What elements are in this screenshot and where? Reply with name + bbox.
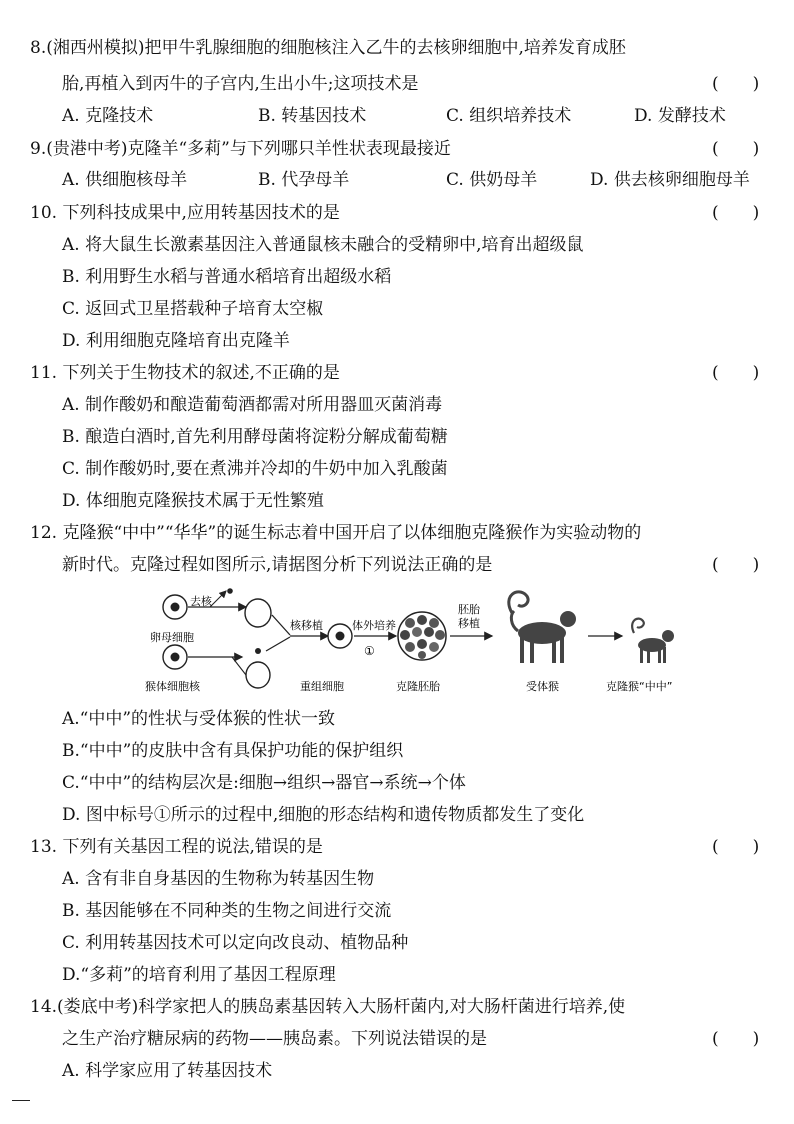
q10-answer-paren[interactable]: ( )	[712, 203, 760, 223]
q10-option-d: D. 利用细胞克隆培育出克隆羊	[62, 331, 290, 351]
q8-option-c: C. 组织培养技术	[446, 106, 572, 126]
embryo-transfer-label-1: 胚胎	[458, 603, 480, 616]
recipient-monkey-icon	[509, 592, 576, 663]
q11-option-b: B. 酿造白酒时,首先利用酵母菌将淀粉分解成葡萄糖	[62, 427, 448, 447]
q13-answer-paren[interactable]: ( )	[712, 837, 760, 857]
merge-line-bottom	[266, 637, 290, 651]
q12-stem-line2: 新时代。克隆过程如图所示,请据图分析下列说法正确的是	[62, 555, 493, 575]
egg-cell-icon	[163, 595, 187, 619]
cloned-embryo-icon	[398, 612, 446, 660]
q8-stem-line2: 胎,再植入到丙牛的子宫内,生出小牛;这项技术是	[62, 74, 419, 94]
egg-cell-label: 卵母细胞	[150, 631, 194, 644]
q9-option-a: A. 供细胞核母羊	[62, 170, 188, 190]
in-vitro-culture-label: 体外培养	[352, 619, 396, 632]
q8-answer-paren[interactable]: ( )	[712, 74, 760, 94]
removed-nucleus-icon	[227, 588, 233, 594]
step-marker-label: ①	[364, 644, 375, 658]
q13-option-c: C. 利用转基因技术可以定向改良动、植物品种	[62, 933, 409, 953]
enucleated-egg-icon	[245, 599, 271, 627]
q12-answer-paren[interactable]: ( )	[712, 555, 760, 575]
reconstructed-cell-label: 重组细胞	[300, 680, 344, 693]
q13-option-b: B. 基因能够在不同种类的生物之间进行交流	[62, 901, 392, 921]
q8-option-b: B. 转基因技术	[258, 106, 367, 126]
q11-stem: 11. 下列关于生物技术的叙述,不正确的是	[30, 363, 340, 383]
q13-option-d: D.“多莉”的培育利用了基因工程原理	[62, 965, 336, 985]
somatic-cell-icon	[163, 645, 187, 669]
merge-line-top	[272, 615, 290, 635]
somatic-nucleus-icon	[255, 648, 261, 654]
cloned-embryo-label: 克隆胚胎	[396, 680, 440, 693]
q9-answer-paren[interactable]: ( )	[712, 139, 760, 159]
nuclear-transfer-label: 核移植	[290, 619, 323, 632]
recipient-monkey-label: 受体猴	[526, 680, 559, 693]
q9-option-d: D. 供去核卵细胞母羊	[590, 170, 750, 190]
discarded-cell-icon	[246, 662, 270, 688]
q10-stem: 10. 下列科技成果中,应用转基因技术的是	[30, 203, 340, 223]
arrow-remove-nucleus	[210, 591, 226, 607]
cloning-process-diagram	[140, 585, 720, 697]
cloned-monkey-icon	[632, 619, 674, 663]
q10-option-c: C. 返回式卫星搭载种子培育太空椒	[62, 299, 324, 319]
q9-stem: 9.(贵港中考)克隆羊“多莉”与下列哪只羊性状表现最接近	[30, 139, 451, 159]
embryo-transfer-label-2: 移植	[458, 617, 480, 630]
q13-option-a: A. 含有非自身基因的生物称为转基因生物	[62, 869, 375, 889]
q12-option-a: A.“中中”的性状与受体猴的性状一致	[62, 709, 336, 729]
footer-dash	[12, 1100, 30, 1101]
q9-option-c: C. 供奶母羊	[446, 170, 538, 190]
q10-option-a: A. 将大鼠生长激素基因注入普通鼠核未融合的受精卵中,培育出超级鼠	[62, 235, 584, 255]
somatic-nucleus-label: 猴体细胞核	[145, 680, 200, 693]
q14-option-a: A. 科学家应用了转基因技术	[62, 1061, 273, 1081]
q8-stem-line1: 8.(湘西州模拟)把甲牛乳腺细胞的细胞核注入乙牛的去核卵细胞中,培养发育成胚	[30, 38, 626, 58]
q9-option-b: B. 代孕母羊	[258, 170, 350, 190]
q11-option-d: D. 体细胞克隆猴技术属于无性繁殖	[62, 491, 324, 511]
q13-stem: 13. 下列有关基因工程的说法,错误的是	[30, 837, 323, 857]
q14-stem-line1: 14.(娄底中考)科学家把人的胰岛素基因转入大肠杆菌内,对大肠杆菌进行培养,使	[30, 997, 626, 1017]
q12-stem-line1: 12. 克隆猴“中中”“华华”的诞生标志着中国开启了以体细胞克隆猴作为实验动物的	[30, 523, 642, 543]
remove-nucleus-label: 去核	[190, 595, 212, 608]
q8-option-d: D. 发酵技术	[634, 106, 726, 126]
arrow-somatic-branch	[232, 657, 246, 675]
q10-option-b: B. 利用野生水稻与普通水稻培育出超级水稻	[62, 267, 392, 287]
reconstructed-cell-icon	[328, 624, 352, 648]
q11-option-a: A. 制作酸奶和酿造葡萄酒都需对所用器皿灭菌消毒	[62, 395, 443, 415]
q11-answer-paren[interactable]: ( )	[712, 363, 760, 383]
cloned-monkey-label: 克隆猴“中中”	[606, 680, 673, 693]
q12-option-d: D. 图中标号①所示的过程中,细胞的形态结构和遗传物质都发生了变化	[62, 805, 585, 825]
q11-option-c: C. 制作酸奶时,要在煮沸并冷却的牛奶中加入乳酸菌	[62, 459, 448, 479]
q12-option-c: C.“中中”的结构层次是:细胞→组织→器官→系统→个体	[62, 773, 466, 793]
q12-option-b: B.“中中”的皮肤中含有具保护功能的保护组织	[62, 741, 404, 761]
q14-stem-line2: 之生产治疗糖尿病的药物——胰岛素。下列说法错误的是	[62, 1029, 487, 1049]
q8-option-a: A. 克隆技术	[62, 106, 154, 126]
q14-answer-paren[interactable]: ( )	[712, 1029, 760, 1049]
